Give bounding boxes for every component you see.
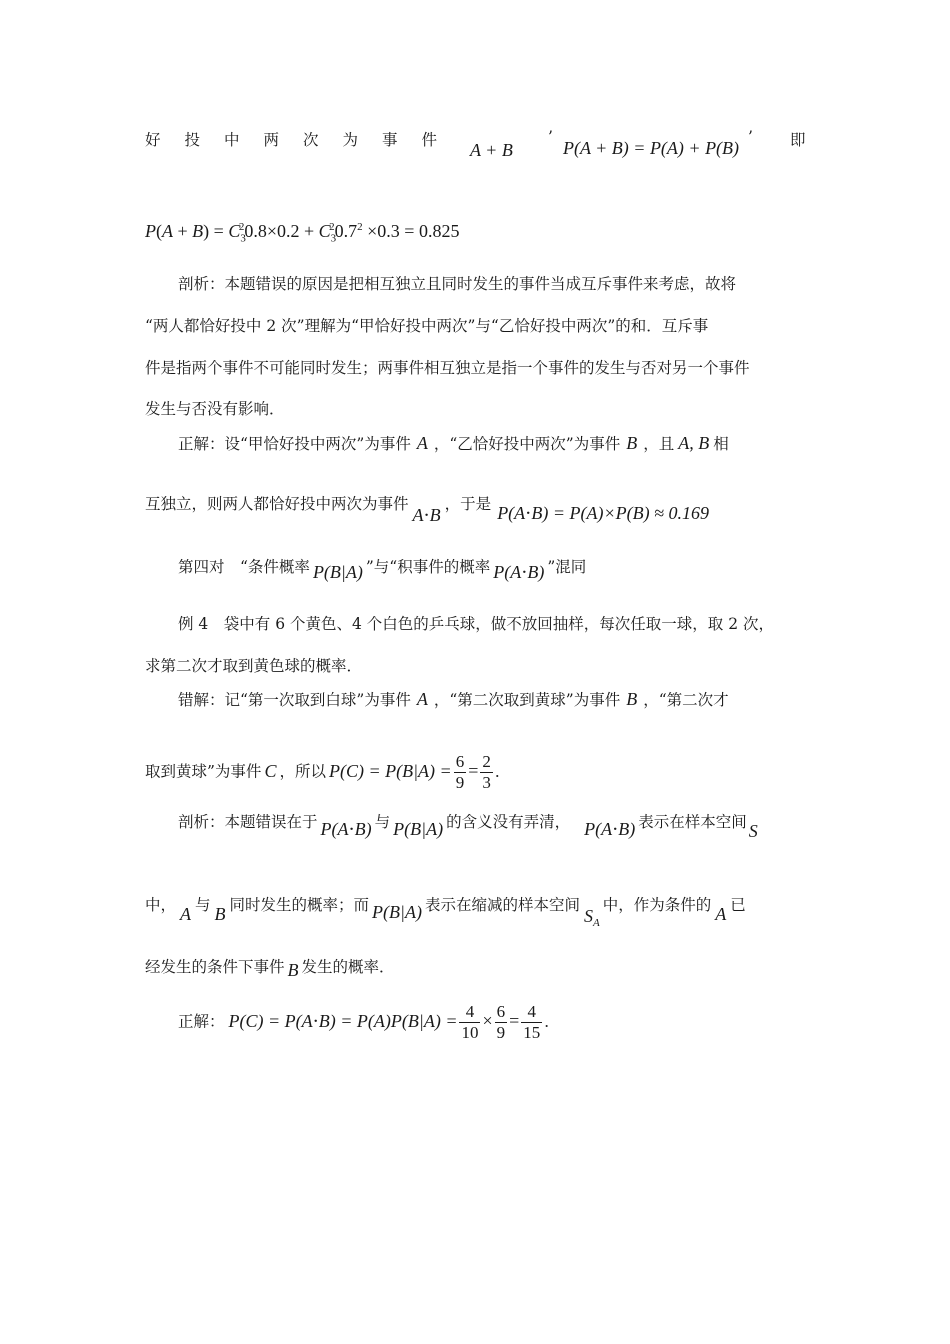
fraction-2-3: $\frac{2}{3}$ [482,752,491,792]
math-A-B: A, B [678,433,710,453]
math-conditional: P(B|A) [393,819,444,839]
math-A: A [715,904,727,924]
math-B: B [214,904,226,924]
example-4-line-2: 求第二次才取到黄色球的概率． [145,657,363,675]
fraction-4-15: $\frac{4}{15}$ [523,1002,541,1042]
math-independence-result: P(A⋅B) = P(A)×P(B) ≈ 0.169 [497,503,709,523]
math-conditional: P(B|A) [372,902,422,922]
para-solution-1: 正解：设“甲恰好投中两次”为事件 A ，“乙恰好投中两次”为事件 B ，且 A, B 相 [178,433,729,453]
fraction-4-10: $\frac{4}{10}$ [461,1002,479,1042]
formula-binomial: $P(A + B) = C_3^20.8\times 0.2 + C_3^20.7^2 \times 0.3 = 0.825$ [145,221,460,245]
math-pc: P(C) = P(B|A) = [328,760,452,781]
wrong-solution-2: 取到黄球”为事件 C ，所以 P(C) = P(B|A) = $\frac{6}{9}$ = $\frac{2}{3}$ ． [145,752,511,792]
comma-1: ’ [548,128,553,146]
math-A: A [416,433,428,453]
analysis-2-line-3: 经发生的条件下事件 B 发生的概率． [145,958,395,980]
example-4-line-1: 例 4 袋中有 6 个黄色、4 个白色的乒乓球，做不放回抽样，每次任取一球，取 2 次， [178,615,775,633]
analysis-2-line-2: 中， A 与 B 同时发生的概率；而 P(B|A) 表示在缩减的样本空间$S_A$中，作为条件的 A 已 [145,896,746,930]
text-l1-end: 即 [790,131,806,149]
math-a-plus-b: A + B [470,140,513,160]
math-S: S [748,821,758,841]
math-A: A [180,904,192,924]
fraction-6-9: $\frac{6}{9}$ [496,1002,506,1042]
analysis-2-line-1: 剖析：本题错误在于 P(A⋅B) 与 P(B|A) 的含义没有弄清， P(A⋅B) 表示在样本空间 S [178,813,758,841]
comma-2: ’ [748,128,753,146]
para-solution-2: 互独立，则两人都恰好投中两次为事件A⋅B，于是 P(A⋅B) = P(A)×P(B) ≈ 0.169 [145,495,709,525]
math-joint: P(A⋅B) [584,819,636,839]
math-A: A [416,689,428,709]
math-p-sum: P(A + B) = P(A) + P(B) [563,138,740,158]
para-analysis-2: “两人都恰好投中 2 次”理解为“甲恰好投中两次”与“乙恰好投中两次”的和．互斥事 [145,317,709,335]
text-l1: 好投中两次为事件 [145,131,462,149]
math-C: C [264,760,277,781]
fraction-6-9: $\frac{6}{9}$ [455,752,465,792]
math-B: B [626,689,638,709]
math-conditional: P(B|A) [312,562,363,582]
heading-section-4: 第四对 “条件概率 P(B|A) ”与“积事件的概率 P(A⋅B) ”混同 [178,558,587,582]
wrong-solution-1: 错解：记“第一次取到白球”为事件 A ，“第二次取到黄球”为事件 B ，“第二次才 [178,689,729,709]
para-analysis-4: 发生与否没有影响． [145,400,285,418]
math-final-chain: P(C) = P(A⋅B) = P(A)P(B|A) = [228,1010,458,1031]
math-B: B [287,960,299,980]
math-joint: P(A⋅B) [493,562,545,582]
final-solution: 正解： P(C) = P(A⋅B) = P(A)P(B|A) = $\frac{4}{10}$ × $\frac{6}{9}$ = $\frac{4}{15}$ ． [178,1002,560,1042]
math-joint: P(A⋅B) [320,819,372,839]
line-1 [145,128,461,150]
para-analysis-1: 剖析：本题错误的原因是把相互独立且同时发生的事件当成互斥事件来考虑，故将 [178,275,737,293]
math-A-dot-B: A⋅B [412,505,441,525]
math-S-A: S [583,906,593,926]
para-analysis-3: 件是指两个事件不可能同时发生；两事件相互独立是指一个事件的发生与否对另一个事件 [145,359,750,377]
math-B: B [626,433,638,453]
